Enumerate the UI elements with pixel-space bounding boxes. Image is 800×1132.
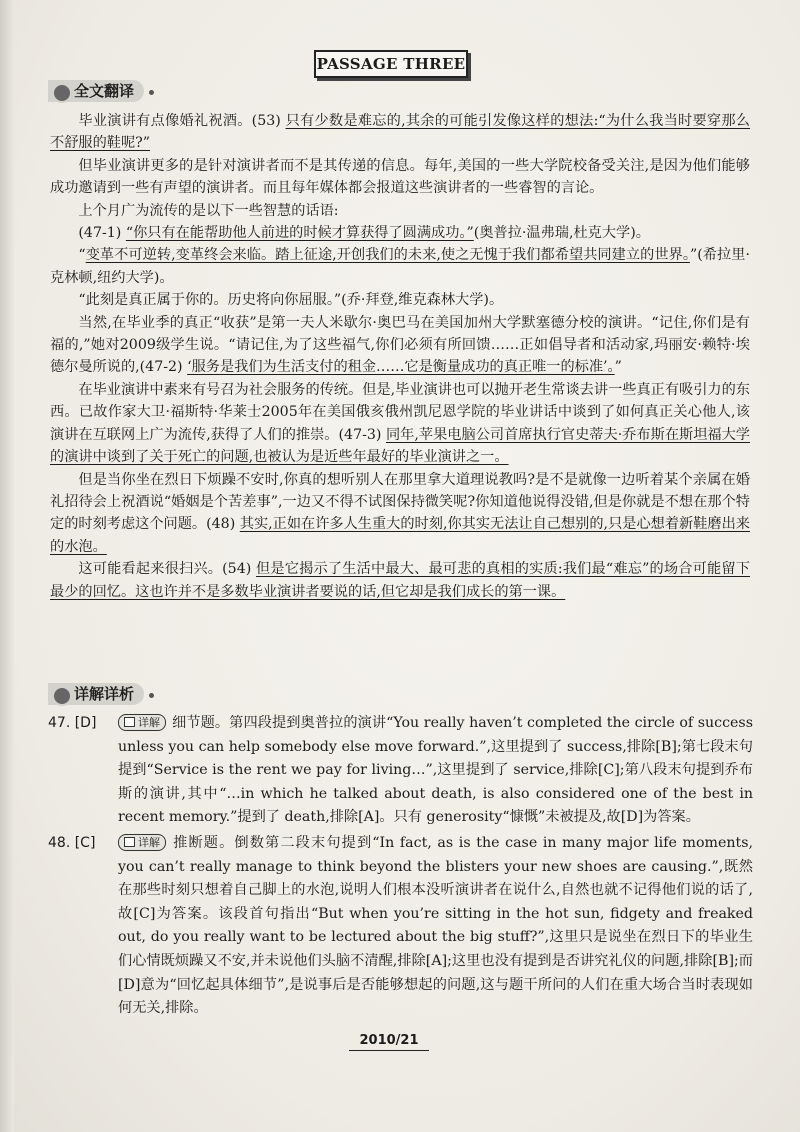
analysis-text: 倒数第二段末句提到“In fact, as is the case in many major life moments, you can’t really manage to think beyond the blisters your new shoes are causing.”,既然在那些时刻只想着自己脚上的水泡,说明人们根本没听演讲者在说什么,自然也就不记得他们说的话了,故[C]为答案。该段首句指出“But when you’re sitting in the hot sun, fidgety and freaked out, do you really want to be lectured about the big stuff?”,这里只是说坐在烈日下的毕业生们心情既烦躁又不安,并未说他们头脑不清醒,排除[A];这里也没有提到是否讲究礼仪的问题,排除[B];而[D]意为“回忆起具体细节”,是说事后是否能够想起的问题,这与题干所问的人们在重大场合当时表现如何无关,排除。 <box>118 834 753 1017</box>
analysis-section-title: 详解详析 <box>74 685 135 703</box>
underlined-key-sentence: 只有少数是难忘的,其余的可能引发像这样的想法:“为什么我当时要穿那么不舒服的鞋呢?” <box>50 113 750 152</box>
analysis-body <box>48 712 753 1021</box>
underlined-key-sentence: ‘服务是我们为生活支付的租金……它是衡量成功的真正唯一的标准’。 <box>187 359 615 376</box>
underlined-key-sentence: 其实,正如在许多人生重大的时刻,你其实无法让自己想别的,只是心想着新鞋磨出来的水泡。 <box>50 516 750 555</box>
underlined-key-sentence: 同年,苹果电脑公司首席执行官史蒂夫·乔布斯在斯坦福大学的演讲中谈到了关于死亡的问题,也被认为是近些年最好的毕业演讲之一。 <box>50 426 750 466</box>
translation-paragraph <box>50 469 750 559</box>
analysis-text: 第四段提到奥普拉的演讲“You really haven’t completed the circle of success unless you can help somebody else move forward.”,这里提到了 success,排除[B];第七段末句提到“Service is the rent we pay for living…”,这里提到了 service,排除[C];第八段末句提到乔布斯的演讲,其中“…in which he talked about death, is also considered one of the best in recent memory.”提到了 death,排除[A]。只有 generosity“慷慨”未被提及,故[D]为答案。 <box>118 715 753 826</box>
analysis-item <box>48 832 753 1021</box>
underlined-key-sentence: 但是它揭示了生活中最大、最可悲的真相的实质:我们最“难忘”的场合可能留下最少的回忆。这也许并不是多数毕业演讲者要说的话,但它却是我们成长的第一课。 <box>50 561 750 600</box>
paragraph-text: 这可能看起来很扫兴。(54) <box>78 561 256 578</box>
question-type: 推断题。 <box>172 834 235 851</box>
translation-paragraph <box>50 110 750 155</box>
translation-paragraph <box>50 200 750 222</box>
paragraph-text: (奥普拉·温弗瑞,杜克大学)。 <box>473 225 650 242</box>
translation-section-title: 全文翻译 <box>74 82 135 100</box>
paragraph-text: 毕业演讲有点像婚礼祝酒。(53) <box>78 113 286 129</box>
paragraph-text: “ <box>78 247 86 264</box>
bullet-icon <box>52 83 72 103</box>
page-edge-shadow <box>0 0 14 1132</box>
paragraph-text: 上个月广为流传的是以下一些智慧的话语: <box>78 202 339 219</box>
translation-paragraph <box>50 244 750 289</box>
underlined-key-sentence: 变革不可逆转,变革终会来临。踏上征途,开创我们的未来,使之无愧于我们都希望共同建立的世界。 <box>85 247 690 264</box>
paragraph-text: (47-1) <box>78 225 126 242</box>
dot-icon <box>149 693 154 698</box>
explain-badge-label: 详解 <box>138 835 160 849</box>
paragraph-text: 当然,在毕业季的真正“收获”是第一夫人米歇尔·奥巴马在美国加州大学默塞德分校的演讲。“记住,你们是有福的,”她对2009级学生说。“请记住,为了这些福气,你们必须有所回馈……正如倡导者和活动家,玛丽安·赖特·埃德尔曼所说的,(47-2) <box>50 314 750 376</box>
dot-icon <box>149 90 154 95</box>
translation-section-header <box>48 80 144 102</box>
book-icon <box>124 837 135 847</box>
underlined-key-sentence: “你只有在能帮助他人前进的时候才算获得了圆满成功。” <box>125 225 474 242</box>
book-icon <box>124 717 135 727</box>
page-number: 2010/21 <box>349 1032 429 1051</box>
paragraph-text: 在毕业演讲中素来有号召为社会服务的传统。但是,毕业演讲也可以抛开老生常谈去讲一些真正有吸引力的东西。已故作家大卫·福斯特·华莱士2005年在美国俄亥俄州凯尼恩学院的毕业讲话中谈到了如何真正关心他人,该演讲在互联网上广为流传,获得了人们的推崇。(47-3) <box>50 381 750 443</box>
passage-title: PASSAGE THREE <box>314 50 468 78</box>
translation-paragraph <box>50 155 750 200</box>
paragraph-text: ”(希拉里·克林顿,纽约大学)。 <box>50 247 750 286</box>
translation-paragraph <box>50 312 750 379</box>
analysis-section-header <box>48 683 144 705</box>
paragraph-text: 但是当你坐在烈日下烦躁不安时,你真的想听别人在那里拿大道理说教吗?是不是就像一边听着某个亲属在婚礼招待会上祝酒说“婚姻是个苦差事”,一边又不得不试图保持微笑呢?你知道他说得没错,但是你就是不想在那个特定的时刻考虑这个问题。(48) <box>50 471 750 533</box>
explain-badge <box>118 714 166 731</box>
answer-number: 48. [C] <box>48 834 96 851</box>
bullet-icon <box>52 686 72 706</box>
translation-paragraph <box>50 558 750 603</box>
translation-paragraph <box>50 222 750 244</box>
paragraph-text: “此刻是真正属于你的。历史将向你屈服。”(乔·拜登,维克森林大学)。 <box>78 292 504 309</box>
paragraph-text: 但毕业演讲更多的是针对演讲者而不是其传递的信息。每年,美国的一些大学院校备受关注,是因为他们能够成功邀请到一些有声望的演讲者。而且每年媒体都会报道这些演讲者的一些睿智的言论。 <box>50 157 750 197</box>
translation-paragraph <box>50 379 750 469</box>
explain-badge <box>118 834 166 851</box>
question-type: 细节题。 <box>172 715 230 731</box>
answer-number: 47. [D] <box>48 715 97 731</box>
explain-badge-label: 详解 <box>138 716 160 729</box>
translation-body <box>50 110 750 603</box>
analysis-item <box>48 712 753 830</box>
paragraph-text: ” <box>614 359 622 376</box>
translation-paragraph <box>50 289 750 311</box>
